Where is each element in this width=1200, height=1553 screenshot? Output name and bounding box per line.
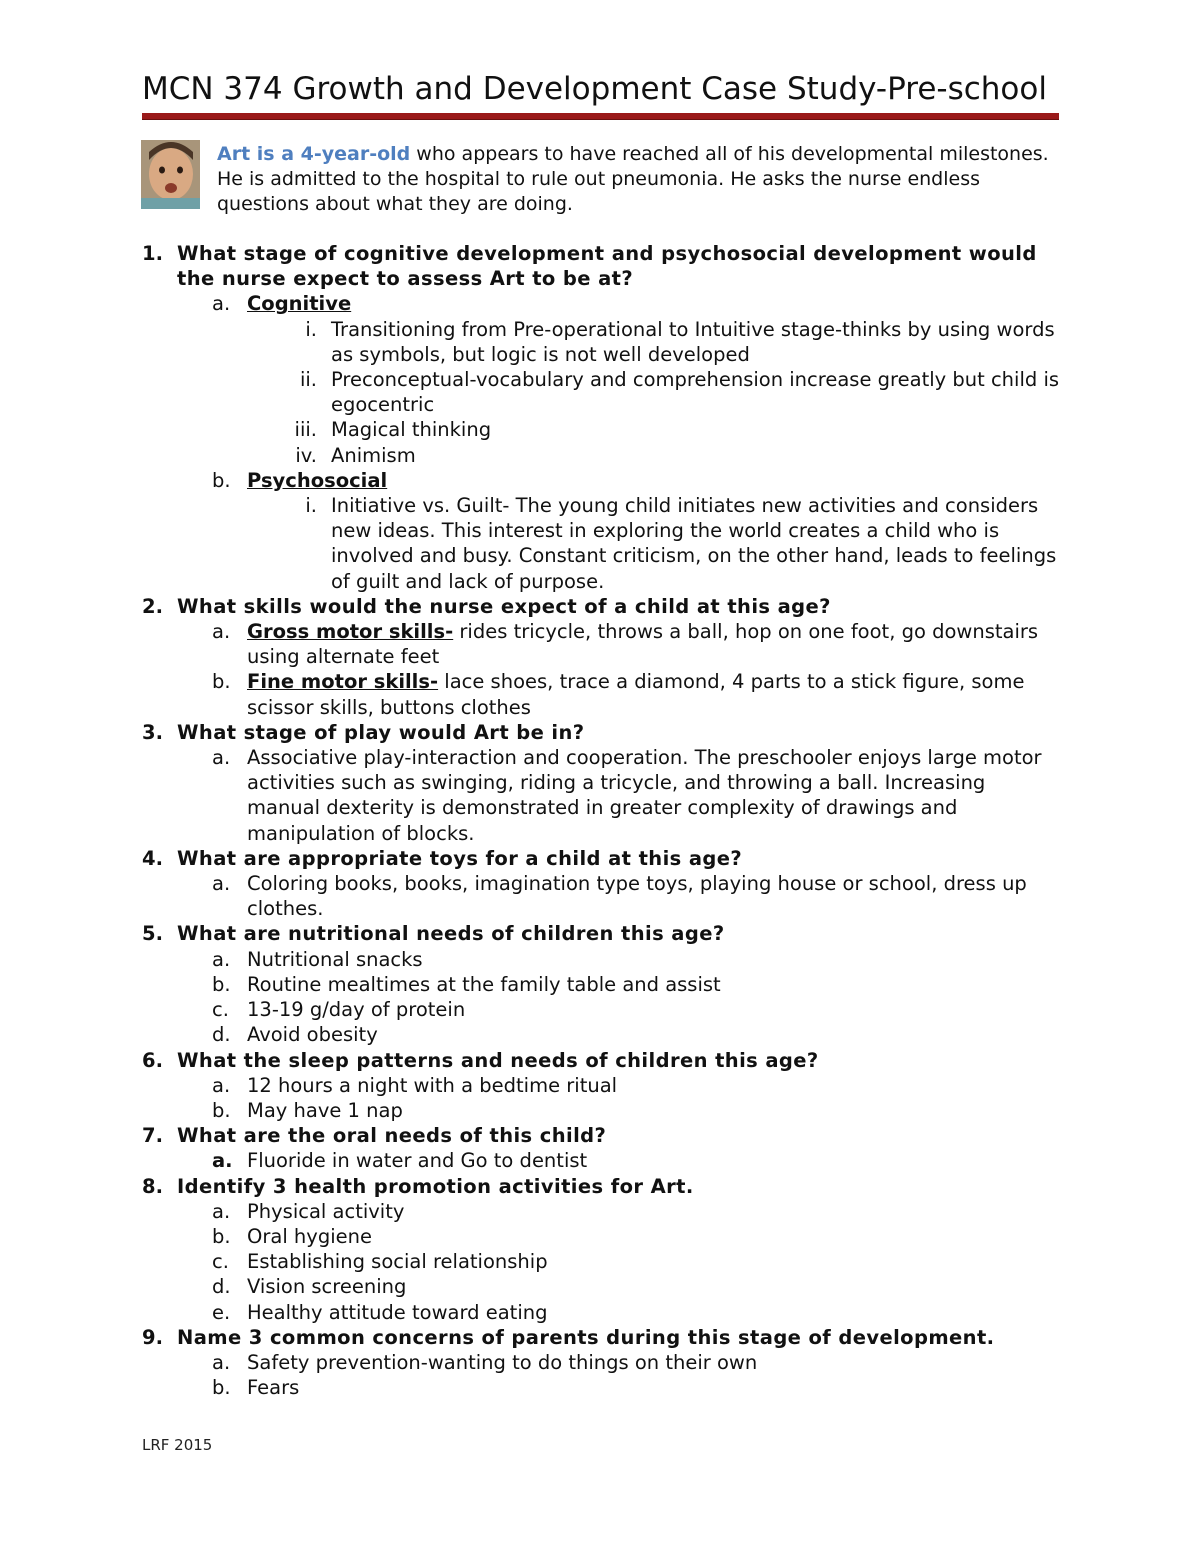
question-number: 1.: [142, 242, 163, 265]
answer-item: [212, 1073, 1062, 1098]
answer-body: rides tricycle, throws a ball, hop on one foot, go downstairs using alternate feet: [247, 620, 1039, 669]
answer-item: [212, 619, 1062, 669]
answer-body: Vision screening: [247, 1275, 407, 1299]
answer-label: a.: [212, 620, 231, 644]
intro-text: who appears to have reached all of his developmental milestones. He is admitted to the hospital to rule out pneumonia. He asks the nurse endless questions about what they are doing.: [217, 143, 1049, 215]
answer-body: Fluoride in water and Go to dentist: [247, 1149, 588, 1173]
question-text: What are nutritional needs of children this age?: [177, 922, 725, 946]
answer-label: b.: [212, 972, 231, 996]
answer-text: [247, 669, 1062, 719]
question-number: 2.: [142, 594, 163, 618]
answer-text: [247, 1274, 1062, 1299]
question-list: [142, 241, 1062, 1400]
footer-text: LRF 2015: [142, 1436, 213, 1454]
answer-text: [247, 1249, 1062, 1274]
sub-item-text: Preconceptual-vocabulary and comprehension increase greatly but child is egocentric: [331, 368, 1060, 417]
answer-heading: Psychosocial: [247, 468, 388, 492]
sub-item-label: i.: [305, 317, 317, 341]
sub-item-text: Magical thinking: [331, 418, 492, 442]
sub-item-label: iv.: [295, 443, 317, 467]
case-intro: [217, 142, 1067, 217]
sub-item: [272, 367, 1062, 417]
answer-text: [247, 619, 1062, 669]
skill-heading: Gross motor skills-: [247, 620, 454, 644]
answer-label: c.: [212, 998, 229, 1022]
sub-item-text: Transitioning from Pre-operational to Intuitive stage-thinks by using words as symbols, but logic is not well developed: [331, 317, 1055, 366]
title-rule: [142, 113, 1059, 120]
answer-label: d.: [212, 1023, 231, 1047]
child-photo: [141, 140, 200, 209]
answer-item: [212, 468, 1062, 493]
sub-item: [272, 493, 1062, 594]
answer-label: a.: [212, 872, 231, 896]
question-text: What skills would the nurse expect of a child at this age?: [177, 594, 831, 618]
answer-item: [212, 1199, 1062, 1224]
sub-item-text: Animism: [331, 443, 416, 467]
answer-text: [247, 1148, 1062, 1173]
question-item: [142, 846, 1062, 871]
answer-body: 12 hours a night with a bedtime ritual: [247, 1073, 618, 1097]
answer-body: Physical activity: [247, 1199, 405, 1223]
sub-item-text: Initiative vs. Guilt- The young child initiates new activities and considers new ideas. This interest in exploring the world creates a child who is involved and busy. Constant criticism, on the other hand, leads to feelings of guilt and lack of purpose.: [331, 494, 1057, 593]
answer-text: [247, 468, 1062, 493]
answer-item: [212, 1300, 1062, 1325]
answer-label: a.: [212, 1073, 231, 1097]
answer-item: [212, 1224, 1062, 1249]
question-item: [142, 241, 1062, 291]
answer-item: [212, 291, 1062, 316]
answer-item: [212, 1274, 1062, 1299]
answer-text: [247, 972, 1062, 997]
answer-item: [212, 1148, 1062, 1173]
answer-label: a.: [212, 746, 231, 770]
question-number: 6.: [142, 1048, 163, 1072]
sub-item: [272, 443, 1062, 468]
answer-body: Safety prevention-wanting to do things on their own: [247, 1350, 758, 1374]
answer-text: [247, 745, 1062, 846]
answer-item: [212, 1249, 1062, 1274]
answer-item: [212, 1098, 1062, 1123]
answer-body: Routine mealtimes at the family table and assist: [247, 972, 721, 996]
answer-text: [247, 1224, 1062, 1249]
sub-item: [272, 417, 1062, 442]
question-item: [142, 921, 1062, 946]
answer-item: [212, 871, 1062, 921]
answer-label: c.: [212, 1250, 229, 1274]
question-text: What stage of cognitive development and psychosocial development would the nurse expect to assess Art to be at?: [177, 242, 1037, 291]
answer-body: lace shoes, trace a diamond, 4 parts to a stick figure, some scissor skills, buttons clothes: [247, 670, 1025, 719]
answer-body: Coloring books, books, imagination type toys, playing house or school, dress up clothes.: [247, 872, 1027, 921]
question-number: 3.: [142, 720, 163, 744]
answer-item: [212, 947, 1062, 972]
answer-body: Establishing social relationship: [247, 1250, 548, 1274]
sub-item: [272, 317, 1062, 367]
answer-label: a.: [212, 292, 231, 316]
question-item: [142, 594, 1062, 619]
question-item: [142, 1325, 1062, 1350]
sub-item-label: iii.: [294, 418, 317, 442]
answer-item: [212, 745, 1062, 846]
sub-item-label: i.: [305, 494, 317, 518]
answer-text: [247, 1098, 1062, 1123]
skill-heading: Fine motor skills-: [247, 670, 439, 694]
question-text: Name 3 common concerns of parents during this stage of development.: [177, 1325, 995, 1349]
question-number: 7.: [142, 1124, 163, 1148]
answer-text: [247, 1375, 1062, 1400]
answer-item: [212, 997, 1062, 1022]
question-item: [142, 1174, 1062, 1199]
answer-text: [247, 997, 1062, 1022]
answer-label: a.: [212, 947, 231, 971]
question-text: What are the oral needs of this child?: [177, 1124, 607, 1148]
answer-item: [212, 1022, 1062, 1047]
answer-body: Healthy attitude toward eating: [247, 1300, 548, 1324]
answer-text: [247, 1022, 1062, 1047]
answer-item: [212, 1350, 1062, 1375]
question-text: What the sleep patterns and needs of children this age?: [177, 1048, 819, 1072]
answer-text: [247, 1300, 1062, 1325]
answer-label: d.: [212, 1275, 231, 1299]
question-number: 4.: [142, 846, 163, 870]
answer-text: [247, 871, 1062, 921]
answer-label: b.: [212, 1224, 231, 1248]
answer-body: 13-19 g/day of protein: [247, 998, 466, 1022]
question-text: What are appropriate toys for a child at this age?: [177, 846, 743, 870]
answer-text: [247, 1199, 1062, 1224]
question-number: 5.: [142, 922, 163, 946]
answer-heading: Cognitive: [247, 292, 352, 316]
question-item: [142, 1123, 1062, 1148]
answer-label: a.: [212, 1149, 233, 1173]
answer-item: [212, 972, 1062, 997]
question-number: 9.: [142, 1325, 163, 1349]
answer-item: [212, 1375, 1062, 1400]
answer-text: [247, 1073, 1062, 1098]
answer-label: a.: [212, 1199, 231, 1223]
answer-item: [212, 669, 1062, 719]
answer-body: May have 1 nap: [247, 1098, 403, 1122]
answer-body: Nutritional snacks: [247, 947, 423, 971]
sub-item-label: ii.: [299, 368, 317, 392]
answer-body: Avoid obesity: [247, 1023, 378, 1047]
answer-text: [247, 1350, 1062, 1375]
answer-label: b.: [212, 1098, 231, 1122]
answer-text: [247, 291, 1062, 316]
answer-label: b.: [212, 1376, 231, 1400]
answer-body: Associative play-interaction and cooperation. The preschooler enjoys large motor activities such as swinging, riding a tricycle, and throwing a ball. Increasing manual dexterity is demonstrated in greater complexity of drawings and manipulation of blocks.: [247, 746, 1042, 845]
question-item: [142, 1048, 1062, 1073]
answer-label: b.: [212, 468, 231, 492]
question-text: What stage of play would Art be in?: [177, 720, 585, 744]
answer-label: b.: [212, 670, 231, 694]
answer-body: Oral hygiene: [247, 1224, 372, 1248]
intro-lead: Art is a 4-year-old: [217, 143, 411, 165]
answer-label: e.: [212, 1300, 231, 1324]
answer-text: [247, 947, 1062, 972]
question-item: [142, 720, 1062, 745]
answer-body: Fears: [247, 1376, 300, 1400]
question-text: Identify 3 health promotion activities for Art.: [177, 1174, 694, 1198]
page-title: MCN 374 Growth and Development Case Study-Pre-school: [142, 71, 1047, 107]
question-number: 8.: [142, 1174, 163, 1198]
answer-label: a.: [212, 1350, 231, 1374]
